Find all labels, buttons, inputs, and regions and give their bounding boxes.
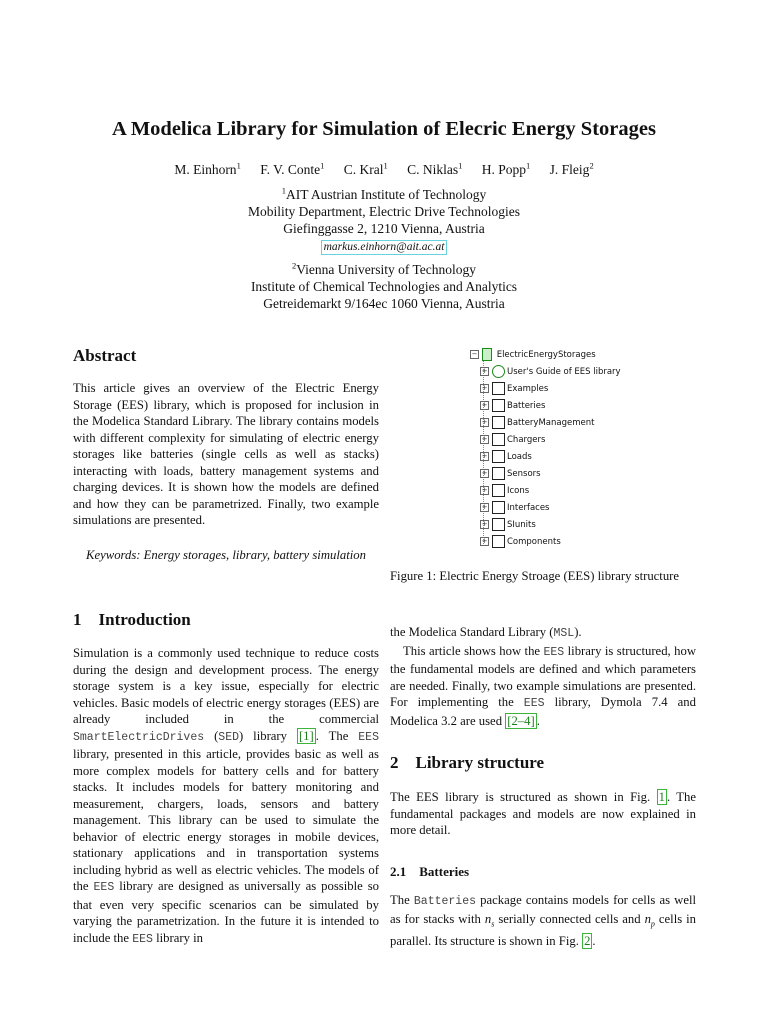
tree-item[interactable]: + Examples xyxy=(481,384,549,394)
play-icon xyxy=(492,382,505,395)
citation-link[interactable]: [1] xyxy=(298,728,314,743)
components-icon xyxy=(492,535,505,548)
tree-item[interactable]: + Sensors xyxy=(481,469,541,479)
abstract-heading: Abstract xyxy=(73,346,137,365)
charger-icon xyxy=(492,433,505,446)
tree-item[interactable]: + Chargers xyxy=(481,435,546,445)
author: C. Niklas$^1$ xyxy=(407,160,463,177)
library-tree-figure xyxy=(470,346,700,551)
abstract-body: This article gives an overview of the Electric Energy Storage (EES) library, which is proposed for inclusion in the Modelica Standard Library. The library contains models with different complexity for simulating of electric energy storages like batteries (single cells as well as stacks) interacting with loads, battery management systems and charging devices. It is shown how the models are defined and how they can be parametrized. Finally, two example simulations are presented. xyxy=(73,381,379,527)
library-structure-body: The EES library is structured as shown in Fig. 1 . The fundamental packages and models are now explained in more detail. xyxy=(390,790,697,837)
intro-heading: 1 Introduction xyxy=(73,610,191,629)
siunits-icon xyxy=(492,518,505,531)
figure-link[interactable]: 2 xyxy=(584,933,591,948)
interfaces-icon xyxy=(492,501,505,514)
author-list xyxy=(0,162,768,178)
paper-title: A Modelica Library for Simulation of Elecric Energy Storages xyxy=(112,118,656,140)
author: M. Einhorn$^1$ xyxy=(174,160,241,177)
tree-root[interactable]: − ElectricEnergyStorages xyxy=(471,350,596,360)
intro-continued: the Modelica Standard Library (MSL). This article shows how the EES library is structured, how the fundamental models are defined and which parameters are needed. Finally, two example simulations are presented. For implementing the EES library, Dymola 7.4 and Modelica 3.2 are used [2–4] . xyxy=(390,625,696,728)
info-icon xyxy=(492,365,505,378)
tree-item[interactable]: + Interfaces xyxy=(481,503,550,513)
affiliation-1: $^1$AIT Austrian Institute of Technology Mobility Department, Electric Drive Technologies Giefinggasse 2, 1210 Vienna, Austria markus.einhorn@ait.ac.at xyxy=(247,185,521,253)
tree-item[interactable]: + Icons xyxy=(481,486,530,496)
batteries-body: The Batteries package contains models for cells as well as for stacks with $n_s$ serially connected cells and $n_p$ cells in parallel. Its structure is shown in Fig. 2 . xyxy=(390,893,697,948)
author: J. Fleig$^2$ xyxy=(549,160,594,177)
battery-icon xyxy=(492,399,505,412)
tree-item[interactable]: + SIunits xyxy=(481,520,536,530)
tree-item[interactable]: + Loads xyxy=(481,452,532,462)
sensor-icon xyxy=(492,467,505,480)
tree-item[interactable]: + BatteryManagement xyxy=(481,418,595,428)
author: H. Popp$^1$ xyxy=(481,160,531,177)
batteries-heading: 2.1 Batteries xyxy=(390,864,470,879)
author: F. V. Conte$^1$ xyxy=(260,160,325,177)
load-icon xyxy=(492,450,505,463)
intro-body: Simulation is a commonly used technique to reduce costs during the design and development process. The energy storage system is a key issue, especially for electric vehicles. Basic models of electric energy storages (EES) are already included in the commercial SmartElectricDrives (SED) library [1] . The EES library, presented in this article, provides basic as well as more complex models for battery cells and for battery stacks. It includes models for battery monitoring and measurement, chargers, loads, sensors and battery management. This library can be used to simulate the behavior of electric energy storages in mobile devices, stationary applications and in transportation systems including hybrid as well as electric vehicles. The models of the EES library are designed as universally as possible so that even very specific scenarios can be simulated by varying the parametrization. In the future it is intended to include the EES library in xyxy=(73,646,379,946)
figure-caption: Figure 1: Electric Energy Stroage (EES) library structure xyxy=(390,569,680,583)
affiliation-2: $^2$Vienna University of Technology Institute of Chemical Technologies and Analytics Getreidemarkt 9/164ec 1060 Vienna, Austria xyxy=(250,260,518,311)
keywords: Keywords: Energy storages, library, battery simulation xyxy=(86,548,366,562)
citation-link[interactable]: [2–4] xyxy=(507,713,535,728)
icons-package-icon xyxy=(492,484,505,497)
tree-item[interactable]: + User's Guide of EES library xyxy=(481,367,621,377)
library-structure-heading: 2 Library structure xyxy=(390,753,545,772)
figure-link[interactable]: 1 xyxy=(658,790,665,804)
tree-item[interactable]: + Batteries xyxy=(481,401,546,411)
package-icon xyxy=(482,348,492,361)
author: C. Kral$^1$ xyxy=(343,160,388,177)
tree-item[interactable]: + Components xyxy=(481,537,561,547)
email-link[interactable]: markus.einhorn@ait.ac.at xyxy=(321,240,448,255)
management-icon xyxy=(492,416,505,429)
